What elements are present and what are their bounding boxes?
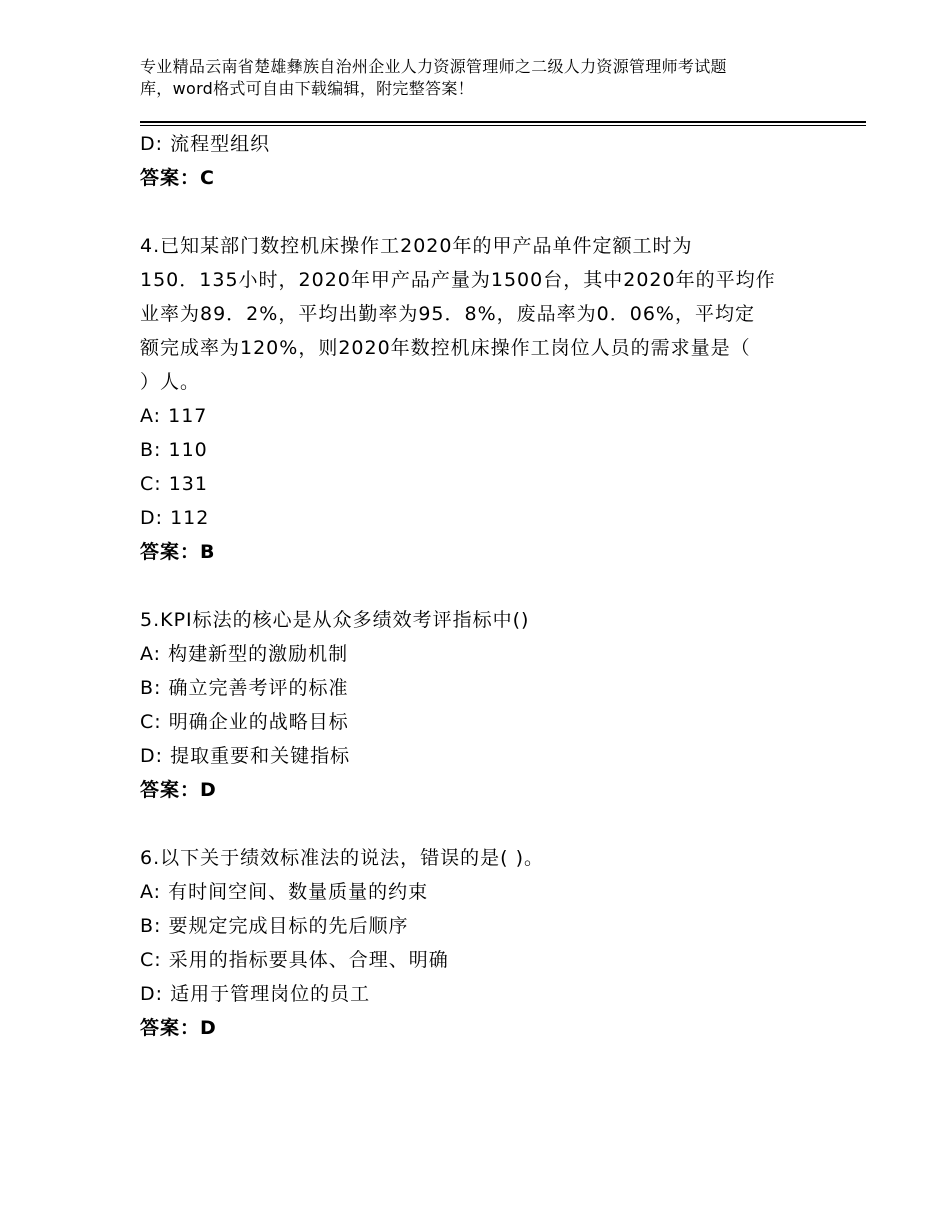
q6-option-d: D: 适用于管理岗位的员工: [140, 983, 371, 1005]
q5-option-b: B: 确立完善考评的标准: [140, 677, 349, 699]
q4-option-c: C: 131: [140, 473, 208, 495]
spacer: [140, 807, 820, 841]
q5-answer: 答案：D: [140, 779, 217, 801]
q4-stem-line-2: 150．135小时，2020年甲产品产量为1500台，其中2020年的平均作: [140, 269, 776, 291]
question-5: [140, 603, 820, 807]
question-3-tail: [140, 127, 820, 195]
q4-answer: 答案：B: [140, 541, 216, 563]
q4-stem-line-4: 额完成率为120%，则2020年数控机床操作工岗位人员的需求量是（: [140, 337, 751, 359]
q6-stem: 6.以下关于绩效标准法的说法，错误的是( )。: [140, 847, 544, 869]
question-4: [140, 229, 820, 569]
q6-option-b: B: 要规定完成目标的先后顺序: [140, 915, 409, 937]
q3-answer: 答案：C: [140, 167, 215, 189]
q5-option-a: A: 构建新型的激励机制: [140, 643, 349, 665]
q4-option-a: A: 117: [140, 405, 208, 427]
spacer: [140, 569, 820, 603]
header-line-1: 专业精品云南省楚雄彝族自治州企业人力资源管理师之二级人力资源管理师考试题: [140, 57, 727, 76]
q5-option-c: C: 明确企业的战略目标: [140, 711, 349, 733]
q4-stem-line-5: ）人。: [140, 371, 201, 393]
page-header: [140, 56, 830, 100]
q6-answer: 答案：D: [140, 1017, 217, 1039]
document-body: [140, 127, 820, 1045]
q6-option-a: A: 有时间空间、数量质量的约束: [140, 881, 429, 903]
spacer: [140, 195, 820, 229]
q4-option-b: B: 110: [140, 439, 208, 461]
header-line-2: 库，word格式可自由下载编辑，附完整答案！: [140, 79, 474, 98]
header-rule-thin: [140, 125, 866, 126]
q6-option-c: C: 采用的指标要具体、合理、明确: [140, 949, 449, 971]
q5-option-d: D: 提取重要和关键指标: [140, 745, 351, 767]
header-rule-thick: [140, 121, 866, 123]
q4-option-d: D: 112: [140, 507, 210, 529]
question-6: [140, 841, 820, 1045]
q3-option-d: D: 流程型组织: [140, 133, 271, 155]
q4-stem-line-3: 业率为89．2%，平均出勤率为95．8%，废品率为0．06%，平均定: [140, 303, 755, 325]
q5-stem: 5.KPI标法的核心是从众多绩效考评指标中(): [140, 609, 530, 631]
q4-stem-line-1: 4.已知某部门数控机床操作工2020年的甲产品单件定额工时为: [140, 235, 693, 257]
